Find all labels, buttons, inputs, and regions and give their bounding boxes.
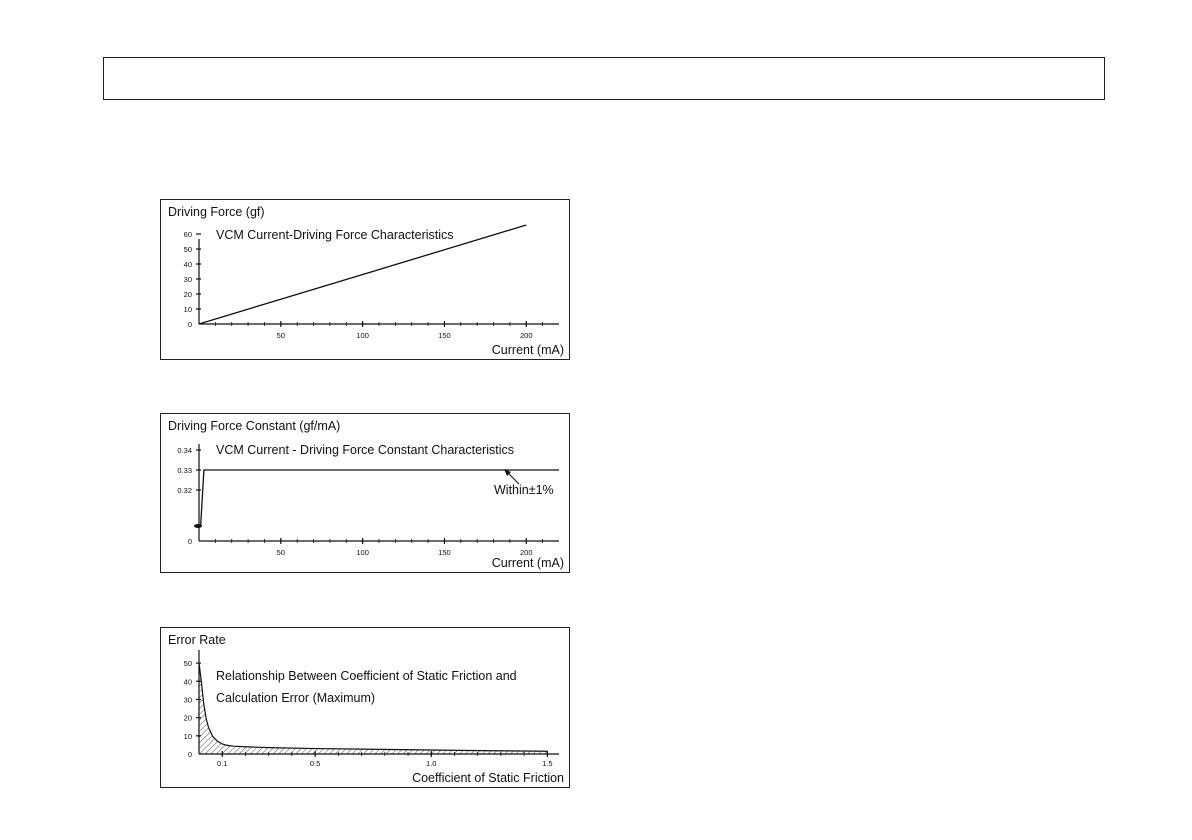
chart2-ylabel: Driving Force Constant (gf/mA) [168, 419, 341, 433]
chart1-x-tick-label: 200 [520, 331, 533, 340]
chart3-x-tick-label: 1.5 [542, 759, 553, 768]
chart3-x-tick-label: 0.1 [217, 759, 228, 768]
chart3-y-tick-label: 40 [183, 677, 192, 687]
chart-svg-driving-force [161, 200, 569, 359]
chart3-title-line-1: Relationship Between Coefficient of Static Friction and [216, 669, 517, 683]
chart3-title-line-2: Calculation Error (Maximum) [216, 691, 376, 705]
chart3-x-tick-label: 1.0 [426, 759, 437, 768]
chart1-y-tick-label: 30 [183, 275, 192, 284]
chart3-y-tick-label: 30 [183, 695, 192, 705]
chart1-y-tick-label: 20 [183, 290, 192, 299]
chart2-y-tick-label: 0 [187, 537, 192, 546]
chart2-xlabel: Current (mA) [491, 556, 564, 570]
chart3-xlabel: Coefficient of Static Friction [412, 771, 564, 785]
chart3-y-tick-label: 10 [183, 731, 192, 741]
chart2-x-tick-label: 100 [356, 548, 369, 557]
chart2-y-tick-label: 0.33 [177, 466, 192, 475]
chart3-y-tick-label: 0 [187, 750, 192, 759]
chart3-x-tick-label: 0.5 [309, 759, 321, 768]
chart1-y-tick-label: 60 [183, 230, 192, 239]
chart-panel-driving-force [160, 199, 570, 360]
header-box [103, 57, 1105, 100]
chart1-title: VCM Current-Driving Force Characteristics [216, 228, 454, 242]
chart2-y-tick-label: 0.32 [177, 486, 192, 495]
chart1-y-tick-label: 50 [183, 245, 192, 254]
chart1-y-tick-label: 40 [183, 260, 192, 269]
chart2-y-tick-label: 0.34 [177, 446, 192, 455]
chart1-ylabel: Driving Force (gf) [168, 205, 265, 219]
chart3-y-tick-label: 20 [183, 713, 192, 723]
chart3-y-tick-label: 50 [183, 659, 192, 669]
chart1-xlabel: Current (mA) [491, 343, 564, 357]
chart2-series-line [201, 470, 559, 526]
chart1-x-tick-label: 100 [356, 331, 369, 340]
chart1-y-tick-label: 0 [187, 320, 192, 329]
chart2-x-tick-label: 150 [438, 548, 451, 557]
chart2-annotation: Within±1% [494, 483, 554, 497]
chart-panel-force-constant [160, 413, 570, 573]
chart1-y-tick-label: 10 [183, 305, 192, 314]
chart3-ylabel: Error Rate [168, 633, 226, 647]
chart2-x-tick-label: 200 [520, 548, 533, 557]
chart1-x-tick-label: 50 [276, 331, 285, 340]
chart2-start-marker [194, 524, 202, 528]
chart1-x-tick-label: 150 [438, 331, 451, 340]
chart2-title: VCM Current - Driving Force Constant Characteristics [216, 443, 514, 457]
chart2-x-tick-label: 50 [276, 548, 285, 557]
chart-panel-error-rate [160, 627, 570, 788]
